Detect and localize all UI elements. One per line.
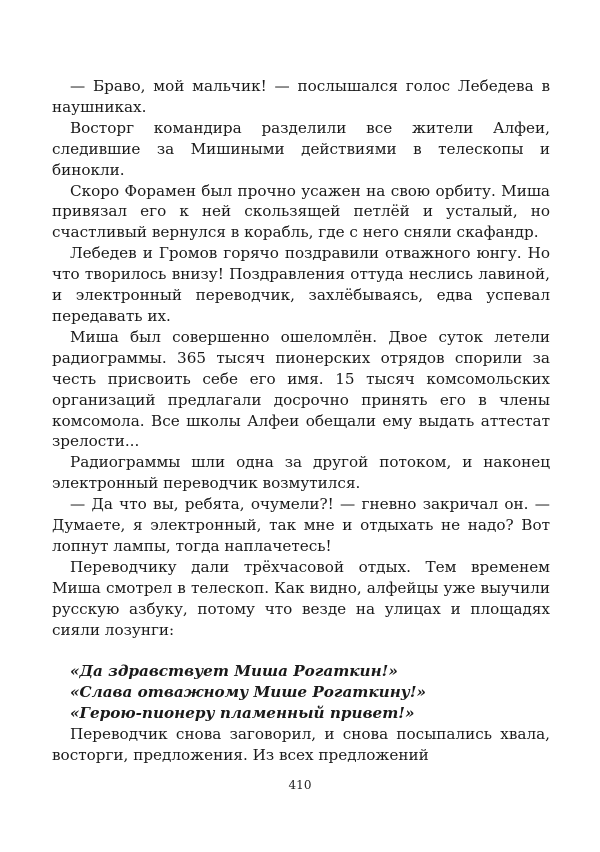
blank-line xyxy=(52,640,550,661)
dialogue-paragraph: — Да что вы, ребята, очумели?! — гневно закричал он. — Думаете, я электронный, так мне и отдыхать не надо? Вот лопнут лампы, тогда наплачетесь! xyxy=(52,495,550,555)
paragraph: Радиограммы шли одна за другой потоком, и наконец электронный переводчик возмутился. xyxy=(52,453,550,493)
slogan-line: «Да здравствует Миша Рогаткин!» xyxy=(70,662,398,681)
page-number: 410 xyxy=(288,778,312,792)
main-text xyxy=(52,76,550,766)
paragraph: Переводчик снова заговорил, и снова посыпались хвала, восторги, предложения. Из всех предложений xyxy=(52,725,550,765)
paragraph: Скоро Форамен был прочно усажен на свою орбиту. Миша привязал его к ней скользящей петлёй и усталый, но счастливый вернулся в корабль, где с него сняли скафандр. xyxy=(52,181,550,242)
slogan-line: «Герою-пионеру пламенный привет!» xyxy=(70,704,415,723)
paragraph: Миша был совершенно ошеломлён. Двое суток летели радиограммы. 365 тысяч пионерских отрядов спорили за честь присвоить себе его имя. 15 тысяч комсомольских организаций предлагали досрочно принять его в члены комсомола. Все школы Алфеи обещали ему выдать аттестат зрелости... xyxy=(52,327,550,451)
paragraph: Переводчику дали трёхчасовой отдых. Тем временем Миша смотрел в телескоп. Как видно, алфейцы уже выучили русскую азбуку, потому что везде на улицах и площадях сияли лозунги: xyxy=(52,557,550,639)
slogan-line: «Слава отважному Мише Рогаткину!» xyxy=(70,683,427,702)
paragraph: Восторг командира разделили все жители Алфеи, следившие за Мишиными действиями в телескопы и бинокли. xyxy=(52,118,550,179)
paragraph: Лебедев и Громов горячо поздравили отважного юнгу. Но что творилось внизу! Поздравления оттуда неслись лавиной, и электронный переводчик, захлёбываясь, едва успевал передавать их. xyxy=(52,244,550,325)
paragraph: — Браво, мой мальчик! — послышался голос Лебедева в наушниках. xyxy=(52,77,550,116)
